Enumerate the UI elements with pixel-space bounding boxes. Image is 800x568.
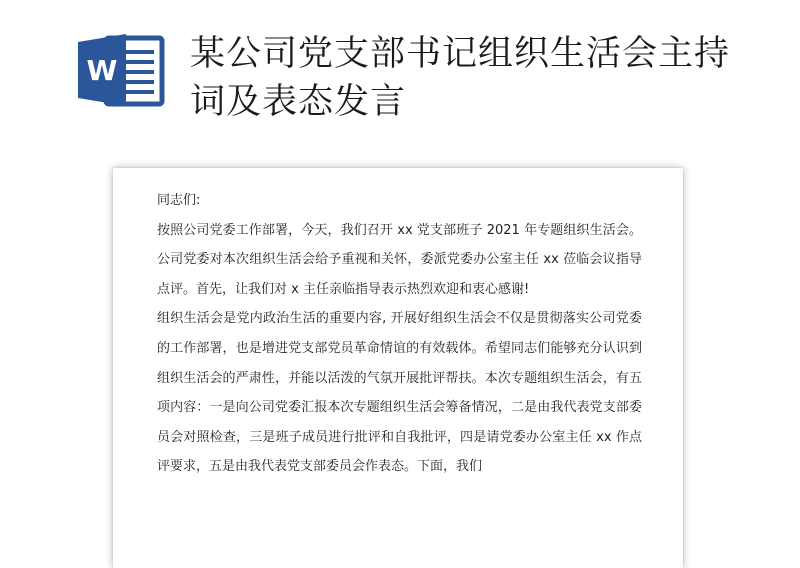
word-document-icon: [76, 32, 166, 108]
paragraph-1: 按照公司党委工作部署，今天，我们召开 xx 党支部班子 2021 年专题组织生活会。公司党委对本次组织生活会给予重视和关怀，委派党委办公室主任 xx 莅临会议指导点评。首先，让我们对 x 主任亲临指导表示热烈欢迎和衷心感谢!: [157, 222, 642, 297]
page-title: 某公司党支部书记组织生活会主持词及表态发言: [190, 34, 731, 122]
greeting-line: 同志们:: [157, 193, 201, 208]
page-header: [0, 0, 800, 150]
word-icon-letter: W: [86, 54, 118, 87]
document-body: [157, 186, 642, 482]
document-page: [113, 168, 683, 568]
paragraph-2: 组织生活会是党内政治生活的重要内容, 开展好组织生活会不仅是贯彻落实公司党委的工作部署，也是增进党支部党员革命情谊的有效载体。希望同志们能够充分认识到组织生活会的严肃性，并能以活泼的气氛开展批评帮扶。本次专题组织生活会，有五项内容：一是向公司党委汇报本次专题组织生活会筹备情况，二是由我代表党支部委员会对照检查，三是班子成员进行批评和自我批评，四是请党委办公室主任 xx 作点评要求，五是由我代表党支部委员会作表态。下面，我们: [157, 311, 642, 475]
